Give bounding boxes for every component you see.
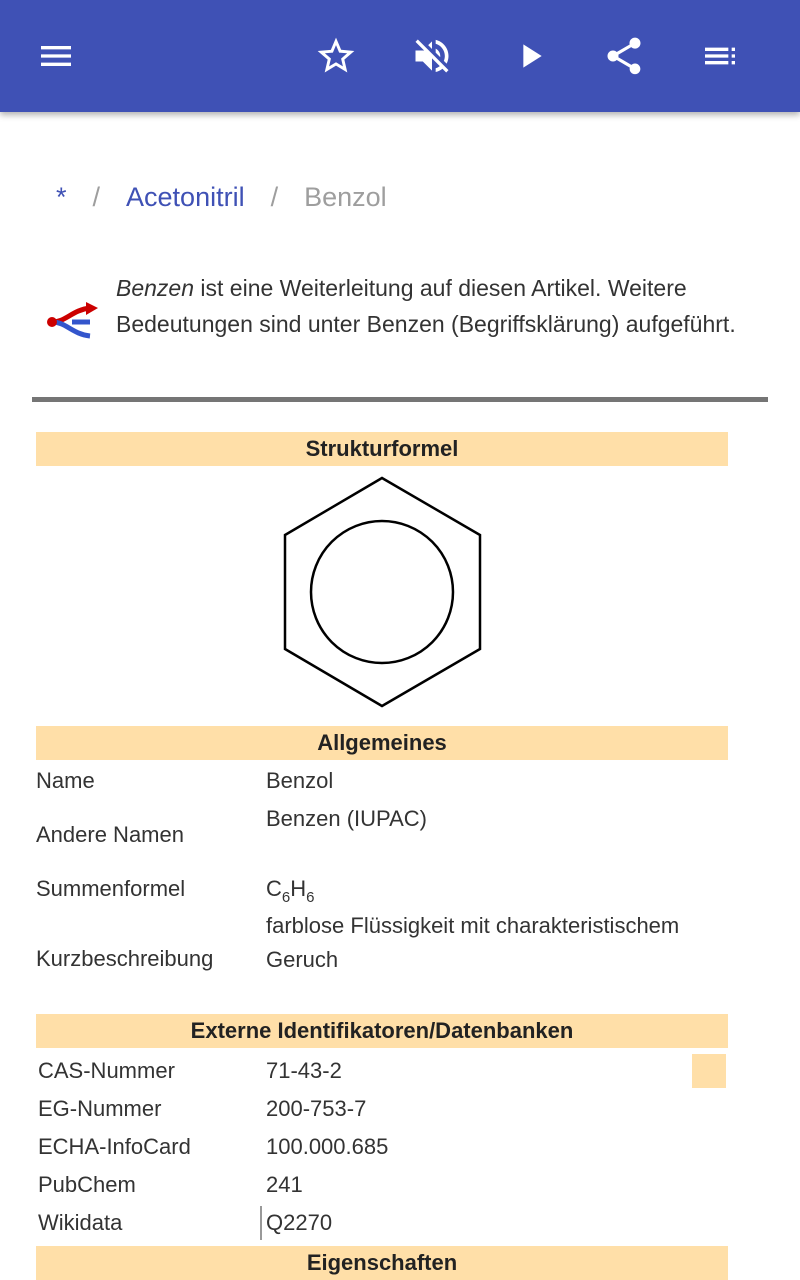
cas-label: CAS-Nummer: [38, 1058, 175, 1083]
wikidata-label[interactable]: Wikidata: [38, 1210, 123, 1235]
app-bar: [0, 0, 800, 112]
benzene-structure-image: [280, 474, 484, 710]
formula-c: C: [266, 876, 282, 901]
breadcrumb-separator: /: [92, 182, 101, 212]
mute-icon: [410, 34, 454, 78]
ids-header: Externe Identifikatoren/Datenbanken: [36, 1014, 728, 1048]
redirect-note: [32, 270, 768, 402]
redirect-term[interactable]: Benzen: [116, 275, 195, 301]
breadcrumb-root[interactable]: *: [56, 182, 67, 212]
name-value: Benzol: [266, 768, 334, 793]
redirect-text: [116, 270, 756, 342]
other-names-label: Andere Namen: [36, 822, 184, 847]
menu-button[interactable]: [28, 28, 84, 84]
formula-label: Summenformel: [36, 876, 186, 901]
toc-icon: [700, 36, 740, 76]
formula-h: H: [290, 876, 307, 901]
toc-button[interactable]: [692, 28, 748, 84]
mute-button[interactable]: [404, 28, 460, 84]
star-icon: [314, 34, 358, 78]
breadcrumb: [56, 182, 387, 213]
name-label: Name: [36, 768, 95, 793]
redirect-icon: [46, 300, 102, 344]
properties-header: Eigenschaften: [36, 1246, 728, 1280]
formula-c-sub: 6: [281, 889, 291, 906]
pubchem-value[interactable]: 241: [266, 1172, 303, 1197]
echa-label[interactable]: ECHA-InfoCard: [38, 1134, 191, 1159]
breadcrumb-current: Benzol: [304, 182, 387, 212]
description-value: farblose Flüssigkeit mit charakteristischem Geruch: [266, 913, 680, 972]
other-names-value: Benzen (IUPAC): [266, 806, 427, 831]
share-icon: [602, 34, 646, 78]
description-label: Kurzbeschreibung: [36, 946, 214, 971]
general-header: Allgemeines: [36, 726, 728, 760]
breadcrumb-separator: /: [270, 182, 279, 212]
pubchem-label[interactable]: PubChem: [38, 1172, 136, 1197]
formula-value: [266, 876, 314, 906]
ec-value[interactable]: 200-753-7: [266, 1096, 367, 1121]
share-button[interactable]: [596, 28, 652, 84]
divider: [260, 1206, 262, 1240]
menu-icon: [36, 36, 76, 76]
redirect-body: ist eine Weiterleitung auf diesen Artikel. Weitere Bedeutungen sind unter Benzen (Begriffsklärung) aufgeführt.: [116, 275, 736, 337]
wikidata-value[interactable]: Q2270: [266, 1210, 333, 1235]
cas-value[interactable]: 71-43-2: [266, 1058, 342, 1083]
structure-header: Strukturformel: [36, 432, 728, 466]
ec-label[interactable]: EG-Nummer: [38, 1096, 162, 1121]
color-swatch: [692, 1054, 726, 1088]
formula-h-sub: 6: [306, 889, 315, 906]
play-icon: [510, 36, 550, 76]
play-button[interactable]: [502, 28, 558, 84]
echa-value[interactable]: 100.000.685: [266, 1134, 389, 1159]
bookmark-button[interactable]: [308, 28, 364, 84]
breadcrumb-parent[interactable]: Acetonitril: [126, 182, 245, 212]
